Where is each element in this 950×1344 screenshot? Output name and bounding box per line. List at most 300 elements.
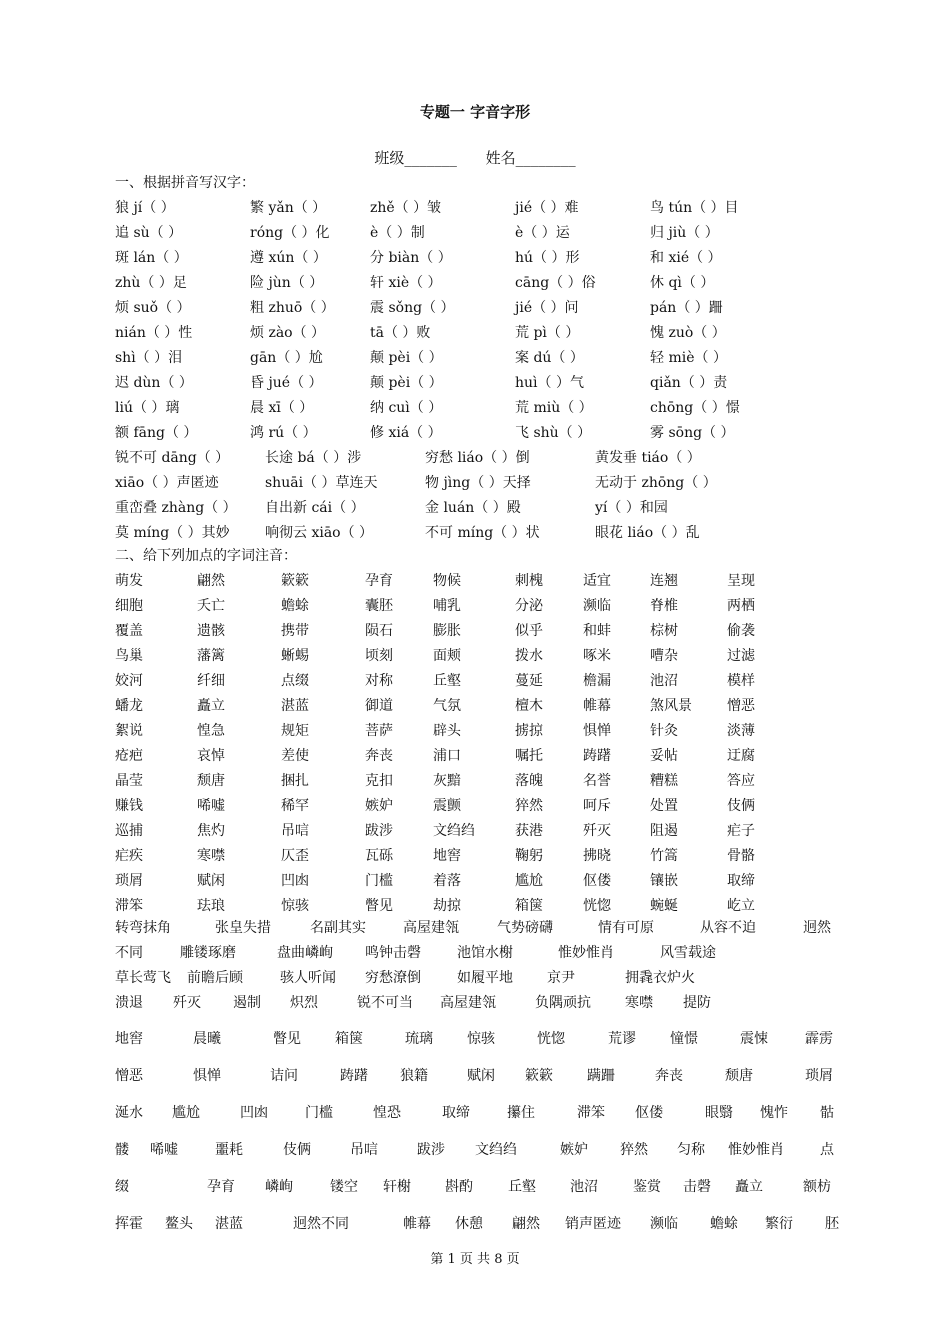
exercise-item: 追 sù（ ） bbox=[115, 225, 183, 241]
exercise-item: 藩篱 bbox=[197, 648, 225, 664]
exercise-item: 着落 bbox=[433, 873, 461, 889]
exercise-item: 赋闲 bbox=[197, 873, 225, 889]
exercise-item: 地窖 bbox=[115, 1031, 143, 1047]
exercise-item: 矗立 bbox=[735, 1179, 763, 1195]
exercise-item: 蟾蜍 bbox=[710, 1216, 738, 1232]
word-row bbox=[115, 1213, 840, 1238]
exercise-item: 雾 sōng（ ） bbox=[650, 425, 735, 441]
exercise-item: 湛蓝 bbox=[281, 698, 309, 714]
exercise-item: 哺乳 bbox=[433, 598, 461, 614]
exercise-item: 雕镂琢磨 bbox=[180, 945, 236, 961]
exercise-item: 惧惮 bbox=[583, 723, 611, 739]
exercise-item: 菩萨 bbox=[365, 723, 393, 739]
exercise-item: 翩然 bbox=[197, 573, 225, 589]
exercise-item: yí（ ）和园 bbox=[595, 500, 668, 516]
exercise-item: 蜥蜴 bbox=[281, 648, 309, 664]
exercise-item: 丘壑 bbox=[433, 673, 461, 689]
exercise-item: 张皇失措 bbox=[215, 920, 271, 936]
exercise-item: 响彻云 xiāo（ ） bbox=[265, 525, 374, 541]
exercise-item: 晨曦 bbox=[193, 1031, 221, 1047]
exercise-item: 斑 lán（ ） bbox=[115, 250, 188, 266]
exercise-item: 琐屑 bbox=[805, 1068, 833, 1084]
exercise-item: 伛偻 bbox=[635, 1105, 663, 1121]
exercise-item: 箱箧 bbox=[335, 1031, 363, 1047]
exercise-item: 纳 cuì（ ） bbox=[370, 400, 443, 416]
word-grid-row bbox=[115, 620, 840, 645]
exercise-item: 屹立 bbox=[727, 898, 755, 914]
word-grid-row bbox=[115, 870, 840, 895]
exercise-item: 迂腐 bbox=[727, 748, 755, 764]
exercise-item: 对称 bbox=[365, 673, 393, 689]
pinyin-row bbox=[115, 322, 840, 347]
exercise-item: 池沼 bbox=[570, 1179, 598, 1195]
exercise-item: è（ ）制 bbox=[370, 225, 425, 241]
exercise-item: 高屋建瓴 bbox=[440, 995, 496, 1011]
exercise-item: 伎俩 bbox=[727, 798, 755, 814]
word-grid-row bbox=[115, 745, 840, 770]
exercise-item: 匀称 bbox=[677, 1142, 705, 1158]
exercise-item: zhù（ ）足 bbox=[115, 275, 187, 291]
word-grid-row bbox=[115, 845, 840, 870]
exercise-item: 休憩 bbox=[455, 1216, 483, 1232]
pinyin-row bbox=[115, 447, 840, 472]
exercise-item: 歼灭 bbox=[583, 823, 611, 839]
exercise-item: shuāi（ ）草连天 bbox=[265, 475, 378, 491]
student-info bbox=[0, 147, 950, 168]
exercise-item: 文绉绉 bbox=[475, 1142, 517, 1158]
pinyin-row bbox=[115, 297, 840, 322]
exercise-item: 气势磅礴 bbox=[497, 920, 553, 936]
exercise-item: 帷幕 bbox=[583, 698, 611, 714]
exercise-item: 轩 xiè（ ） bbox=[370, 275, 442, 291]
word-grid-row bbox=[115, 695, 840, 720]
exercise-item: 憧憬 bbox=[670, 1031, 698, 1047]
exercise-item: 震 sǒng（ ） bbox=[370, 300, 455, 316]
pinyin-row bbox=[115, 247, 840, 272]
exercise-item: 颓唐 bbox=[197, 773, 225, 789]
exercise-item: 焦灼 bbox=[197, 823, 225, 839]
exercise-item: 莫 míng（ ）其妙 bbox=[115, 525, 230, 541]
exercise-item: 寒噤 bbox=[197, 848, 225, 864]
exercise-item: 锐不可 dāng（ ） bbox=[115, 450, 230, 466]
exercise-item: 气氛 bbox=[433, 698, 461, 714]
exercise-item: 萌发 bbox=[115, 573, 143, 589]
exercise-item: 丘壑 bbox=[508, 1179, 536, 1195]
exercise-item: 淡薄 bbox=[727, 723, 755, 739]
exercise-item: 物 jìng（ ）天择 bbox=[425, 475, 531, 491]
exercise-item: 地窖 bbox=[433, 848, 461, 864]
exercise-item: tā（ ）败 bbox=[370, 325, 431, 341]
idiom-row bbox=[115, 992, 840, 1017]
exercise-item: jié（ ）问 bbox=[515, 300, 579, 316]
exercise-item: 捆扎 bbox=[281, 773, 309, 789]
exercise-item: 伎俩 bbox=[283, 1142, 311, 1158]
exercise-item: 愧怍 bbox=[760, 1105, 788, 1121]
exercise-item: 簌簌 bbox=[281, 573, 309, 589]
exercise-item: 长途 bá（ ）涉 bbox=[265, 450, 362, 466]
exercise-item: 适宜 bbox=[583, 573, 611, 589]
exercise-item: 归 jiù（ ） bbox=[650, 225, 719, 241]
exercise-item: xiāo（ ）声匿迹 bbox=[115, 475, 219, 491]
exercise-item: 无动于 zhōng（ ） bbox=[595, 475, 717, 491]
exercise-item: 纤细 bbox=[197, 673, 225, 689]
exercise-item: 粗 zhuō（ ） bbox=[250, 300, 335, 316]
exercise-item: 金 luán（ ）殿 bbox=[425, 500, 521, 516]
exercise-item: 瓦砾 bbox=[365, 848, 393, 864]
exercise-item: 繁 yǎn（ ） bbox=[250, 200, 327, 216]
exercise-item: 京尹 bbox=[547, 970, 575, 986]
exercise-item: 细胞 bbox=[115, 598, 143, 614]
exercise-item: 繁衍 bbox=[765, 1216, 793, 1232]
exercise-item: 踌躇 bbox=[583, 748, 611, 764]
exercise-item: 黄发垂 tiáo（ ） bbox=[595, 450, 701, 466]
exercise-item: 翩然 bbox=[512, 1216, 540, 1232]
exercise-item: 如履平地 bbox=[457, 970, 513, 986]
exercise-item: 修 xiá（ ） bbox=[370, 425, 442, 441]
word-grid-row bbox=[115, 770, 840, 795]
exercise-item: 跋涉 bbox=[365, 823, 393, 839]
exercise-item: 荒 pì（ ） bbox=[515, 325, 580, 341]
exercise-item: 夭亡 bbox=[197, 598, 225, 614]
exercise-item: 哀悼 bbox=[197, 748, 225, 764]
section2-heading: 二、给下列加点的字词注音： bbox=[115, 548, 297, 564]
exercise-item: 炽烈 bbox=[290, 995, 318, 1011]
exercise-item: 嘱托 bbox=[515, 748, 543, 764]
exercise-item: huì（ ）气 bbox=[515, 375, 584, 391]
exercise-item: 缀 bbox=[115, 1179, 129, 1195]
exercise-item: 骨骼 bbox=[727, 848, 755, 864]
exercise-item: 穷愁潦倒 bbox=[365, 970, 421, 986]
exercise-item: 答应 bbox=[727, 773, 755, 789]
exercise-item: 穷愁 liáo（ ）倒 bbox=[425, 450, 530, 466]
exercise-item: 矗立 bbox=[197, 698, 225, 714]
exercise-item: 击磬 bbox=[683, 1179, 711, 1195]
exercise-item: 案 dú（ ） bbox=[515, 350, 584, 366]
exercise-item: 眼翳 bbox=[705, 1105, 733, 1121]
exercise-item: 簌簌 bbox=[525, 1068, 553, 1084]
exercise-item: 辟头 bbox=[433, 723, 461, 739]
exercise-item: 面颊 bbox=[433, 648, 461, 664]
exercise-item: 眼花 liáo（ ）乱 bbox=[595, 525, 700, 541]
exercise-item: 刺槐 bbox=[515, 573, 543, 589]
word-grid-row bbox=[115, 820, 840, 845]
exercise-item: 惶急 bbox=[197, 723, 225, 739]
exercise-item: 负隅顽抗 bbox=[535, 995, 591, 1011]
exercise-item: 鞠躬 bbox=[515, 848, 543, 864]
pinyin-row bbox=[115, 522, 840, 547]
exercise-item: 顷刻 bbox=[365, 648, 393, 664]
exercise-item: 和 xié（ ） bbox=[650, 250, 722, 266]
exercise-item: 呵斥 bbox=[583, 798, 611, 814]
exercise-item: 携带 bbox=[281, 623, 309, 639]
exercise-item: 挥霍 bbox=[115, 1216, 143, 1232]
exercise-item: 鳌头 bbox=[165, 1216, 193, 1232]
exercise-item: 风雪载途 bbox=[660, 945, 716, 961]
exercise-item: 鉴赏 bbox=[633, 1179, 661, 1195]
exercise-item: chōng（ ）憬 bbox=[650, 400, 740, 416]
exercise-item: 檀木 bbox=[515, 698, 543, 714]
word-row bbox=[115, 1176, 840, 1201]
exercise-item: 池馆水榭 bbox=[457, 945, 513, 961]
exercise-item: 过滤 bbox=[727, 648, 755, 664]
exercise-item: 稀罕 bbox=[281, 798, 309, 814]
exercise-item: 偷袭 bbox=[727, 623, 755, 639]
exercise-item: 煞风景 bbox=[650, 698, 692, 714]
exercise-item: 灰黯 bbox=[433, 773, 461, 789]
exercise-item: 箱箧 bbox=[515, 898, 543, 914]
exercise-item: 从容不迫 bbox=[700, 920, 756, 936]
exercise-item: 竹篙 bbox=[650, 848, 678, 864]
word-row bbox=[115, 1139, 840, 1164]
exercise-item: 跋涉 bbox=[417, 1142, 445, 1158]
word-grid-row bbox=[115, 720, 840, 745]
exercise-item: 飞 shù（ ） bbox=[515, 425, 592, 441]
exercise-item: 名副其实 bbox=[310, 920, 366, 936]
exercise-item: 门槛 bbox=[305, 1105, 333, 1121]
word-grid-row bbox=[115, 645, 840, 670]
exercise-item: 惟妙惟肖 bbox=[728, 1142, 784, 1158]
exercise-item: 奔丧 bbox=[655, 1068, 683, 1084]
exercise-item: 掳掠 bbox=[515, 723, 543, 739]
exercise-item: 憎恶 bbox=[727, 698, 755, 714]
exercise-item: 髅 bbox=[115, 1142, 129, 1158]
exercise-item: 濒临 bbox=[650, 1216, 678, 1232]
idiom-row bbox=[115, 967, 840, 992]
exercise-item: 唏嘘 bbox=[150, 1142, 178, 1158]
exercise-item: 遗骸 bbox=[197, 623, 225, 639]
exercise-item: 蹒跚 bbox=[587, 1068, 615, 1084]
exercise-item: 物候 bbox=[433, 573, 461, 589]
exercise-item: 惊骇 bbox=[467, 1031, 495, 1047]
word-row bbox=[115, 1065, 840, 1090]
exercise-item: 膨胀 bbox=[433, 623, 461, 639]
exercise-item: 尴尬 bbox=[515, 873, 543, 889]
exercise-item: 狼 jí（ ） bbox=[115, 200, 175, 216]
page-title: 专题一 字音字形 bbox=[419, 103, 531, 121]
exercise-item: 攥住 bbox=[507, 1105, 535, 1121]
word-row bbox=[115, 1102, 840, 1127]
idiom-row bbox=[115, 917, 840, 942]
pinyin-row bbox=[115, 397, 840, 422]
page-footer: 第 1 页 共 8 页 bbox=[430, 1252, 520, 1267]
exercise-item: 拨水 bbox=[515, 648, 543, 664]
exercise-item: 啄米 bbox=[583, 648, 611, 664]
exercise-item: 镶嵌 bbox=[650, 873, 678, 889]
exercise-item: 蔓延 bbox=[515, 673, 543, 689]
exercise-item: 迥然 bbox=[803, 920, 831, 936]
exercise-item: 分 biàn（ ） bbox=[370, 250, 452, 266]
exercise-item: 寒噤 bbox=[625, 995, 653, 1011]
exercise-item: 重峦叠 zhàng（ ） bbox=[115, 500, 237, 516]
exercise-item: 昏 jué（ ） bbox=[250, 375, 323, 391]
exercise-item: 妥帖 bbox=[650, 748, 678, 764]
exercise-item: 惶恐 bbox=[373, 1105, 401, 1121]
exercise-item: 高屋建瓴 bbox=[403, 920, 459, 936]
exercise-item: 凹凼 bbox=[240, 1105, 268, 1121]
word-grid-row bbox=[115, 570, 840, 595]
exercise-item: 霹雳 bbox=[805, 1031, 833, 1047]
exercise-item: 琐屑 bbox=[115, 873, 143, 889]
exercise-item: 凹凼 bbox=[281, 873, 309, 889]
exercise-item: 蜿蜒 bbox=[650, 898, 678, 914]
exercise-item: 歼灭 bbox=[173, 995, 201, 1011]
idiom-row bbox=[115, 942, 840, 967]
exercise-item: 针灸 bbox=[650, 723, 678, 739]
exercise-item: 镂空 bbox=[330, 1179, 358, 1195]
exercise-item: 门槛 bbox=[365, 873, 393, 889]
exercise-item: 鸟 tún（ ）目 bbox=[650, 200, 739, 216]
exercise-item: 蟾蜍 bbox=[281, 598, 309, 614]
exercise-item: 愧 zuò（ ） bbox=[650, 325, 726, 341]
exercise-item: 仄歪 bbox=[281, 848, 309, 864]
exercise-item: 陨石 bbox=[365, 623, 393, 639]
exercise-item: 获港 bbox=[515, 823, 543, 839]
exercise-item: 赋闲 bbox=[467, 1068, 495, 1084]
exercise-item: 伛偻 bbox=[583, 873, 611, 889]
exercise-item: 烦 suǒ（ ） bbox=[115, 300, 191, 316]
exercise-item: 迟 dùn（ ） bbox=[115, 375, 193, 391]
exercise-item: 鸣钟击磬 bbox=[365, 945, 421, 961]
exercise-item: 斟酌 bbox=[445, 1179, 473, 1195]
pinyin-row bbox=[115, 372, 840, 397]
exercise-item: 嫉妒 bbox=[365, 798, 393, 814]
pinyin-row bbox=[115, 472, 840, 497]
exercise-item: 吊唁 bbox=[281, 823, 309, 839]
exercise-item: 点 bbox=[820, 1142, 834, 1158]
exercise-item: 姣河 bbox=[115, 673, 143, 689]
exercise-item: 孕育 bbox=[365, 573, 393, 589]
exercise-item: 噩耗 bbox=[215, 1142, 243, 1158]
exercise-item: 涎水 bbox=[115, 1105, 143, 1121]
exercise-item: 处置 bbox=[650, 798, 678, 814]
exercise-item: 荒谬 bbox=[608, 1031, 636, 1047]
exercise-item: gān（ ）尬 bbox=[250, 350, 323, 366]
exercise-item: 名誉 bbox=[583, 773, 611, 789]
exercise-item: 休 qì（ ） bbox=[650, 275, 715, 291]
exercise-item: qiǎn（ ）责 bbox=[650, 375, 728, 391]
exercise-item: 晶莹 bbox=[115, 773, 143, 789]
exercise-item: 自出新 cái（ ） bbox=[265, 500, 365, 516]
exercise-item: 荒 miù（ ） bbox=[515, 400, 593, 416]
exercise-item: 提防 bbox=[683, 995, 711, 1011]
exercise-item: 轩榭 bbox=[383, 1179, 411, 1195]
exercise-item: 孕育 bbox=[207, 1179, 235, 1195]
exercise-item: 御道 bbox=[365, 698, 393, 714]
exercise-item: 絮说 bbox=[115, 723, 143, 739]
exercise-item: 前瞻后顾 bbox=[187, 970, 243, 986]
pinyin-row bbox=[115, 272, 840, 297]
exercise-item: 尴尬 bbox=[172, 1105, 200, 1121]
exercise-item: 不同 bbox=[115, 945, 143, 961]
exercise-item: pán（ ）跚 bbox=[650, 300, 723, 316]
word-grid-row bbox=[115, 595, 840, 620]
section1-heading: 一、根据拼音写汉字： bbox=[115, 175, 255, 191]
exercise-item: 遏制 bbox=[233, 995, 261, 1011]
exercise-item: 珐琅 bbox=[197, 898, 225, 914]
exercise-item: 规矩 bbox=[281, 723, 309, 739]
exercise-item: shì（ ）泪 bbox=[115, 350, 183, 366]
exercise-item: 险 jùn（ ） bbox=[250, 275, 324, 291]
exercise-item: 骇人听闻 bbox=[280, 970, 336, 986]
exercise-item: 分泌 bbox=[515, 598, 543, 614]
exercise-item: 浦口 bbox=[433, 748, 461, 764]
exercise-item: 吊唁 bbox=[350, 1142, 378, 1158]
exercise-item: 草长莺飞 bbox=[115, 970, 171, 986]
exercise-item: 晨 xī（ ） bbox=[250, 400, 314, 416]
exercise-item: 蟠龙 bbox=[115, 698, 143, 714]
exercise-item: 瞥见 bbox=[365, 898, 393, 914]
exercise-item: 猝然 bbox=[515, 798, 543, 814]
exercise-item: liú（ ）璃 bbox=[115, 400, 180, 416]
name-field: 姓名________ bbox=[485, 149, 576, 167]
exercise-item: 嘈杂 bbox=[650, 648, 678, 664]
exercise-item: 取缔 bbox=[442, 1105, 470, 1121]
exercise-item: 呈现 bbox=[727, 573, 755, 589]
exercise-item: 震悚 bbox=[740, 1031, 768, 1047]
exercise-item: 恍惚 bbox=[537, 1031, 565, 1047]
exercise-item: 狼籍 bbox=[400, 1068, 428, 1084]
exercise-item: 转弯抹角 bbox=[115, 920, 171, 936]
exercise-item: 滞笨 bbox=[115, 898, 143, 914]
exercise-item: 劫掠 bbox=[433, 898, 461, 914]
exercise-item: 连翘 bbox=[650, 573, 678, 589]
exercise-item: 锐不可当 bbox=[357, 995, 413, 1011]
exercise-item: 震颤 bbox=[433, 798, 461, 814]
exercise-item: 胚 bbox=[825, 1216, 839, 1232]
exercise-item: 遵 xún（ ） bbox=[250, 250, 327, 266]
exercise-item: 情有可原 bbox=[598, 920, 654, 936]
exercise-item: 落魄 bbox=[515, 773, 543, 789]
exercise-item: 猝然 bbox=[620, 1142, 648, 1158]
exercise-item: 嶙峋 bbox=[265, 1179, 293, 1195]
exercise-item: 点缀 bbox=[281, 673, 309, 689]
exercise-item: 不可 míng（ ）状 bbox=[425, 525, 540, 541]
pinyin-row bbox=[115, 197, 840, 222]
exercise-item: 骷 bbox=[820, 1105, 834, 1121]
exercise-item: 似乎 bbox=[515, 623, 543, 639]
exercise-item: 轻 miè（ ） bbox=[650, 350, 727, 366]
exercise-item: 鸟巢 bbox=[115, 648, 143, 664]
exercise-item: 诘问 bbox=[270, 1068, 298, 1084]
exercise-item: 赚钱 bbox=[115, 798, 143, 814]
exercise-item: 湛蓝 bbox=[215, 1216, 243, 1232]
exercise-item: hú（ ）形 bbox=[515, 250, 580, 266]
exercise-item: 琉璃 bbox=[405, 1031, 433, 1047]
exercise-item: 两栖 bbox=[727, 598, 755, 614]
exercise-item: 颠 pèi（ ） bbox=[370, 375, 443, 391]
exercise-item: 额枋 bbox=[803, 1179, 831, 1195]
exercise-item: 和蚌 bbox=[583, 623, 611, 639]
pinyin-row bbox=[115, 422, 840, 447]
exercise-item: 恍惚 bbox=[583, 898, 611, 914]
exercise-item: 檐漏 bbox=[583, 673, 611, 689]
exercise-item: 拂晓 bbox=[583, 848, 611, 864]
exercise-item: 烦 zào（ ） bbox=[250, 325, 326, 341]
exercise-item: 囊胚 bbox=[365, 598, 393, 614]
exercise-item: 取缔 bbox=[727, 873, 755, 889]
pinyin-row bbox=[115, 497, 840, 522]
exercise-item: jié（ ）难 bbox=[515, 200, 579, 216]
exercise-item: 销声匿迹 bbox=[565, 1216, 621, 1232]
exercise-item: 溃退 bbox=[115, 995, 143, 1011]
exercise-item: 糟糕 bbox=[650, 773, 678, 789]
exercise-item: 疟子 bbox=[727, 823, 755, 839]
exercise-item: 克扣 bbox=[365, 773, 393, 789]
exercise-item: 濒临 bbox=[583, 598, 611, 614]
exercise-item: nián（ ）性 bbox=[115, 325, 193, 341]
exercise-item: 惊骇 bbox=[281, 898, 309, 914]
exercise-item: 覆盖 bbox=[115, 623, 143, 639]
